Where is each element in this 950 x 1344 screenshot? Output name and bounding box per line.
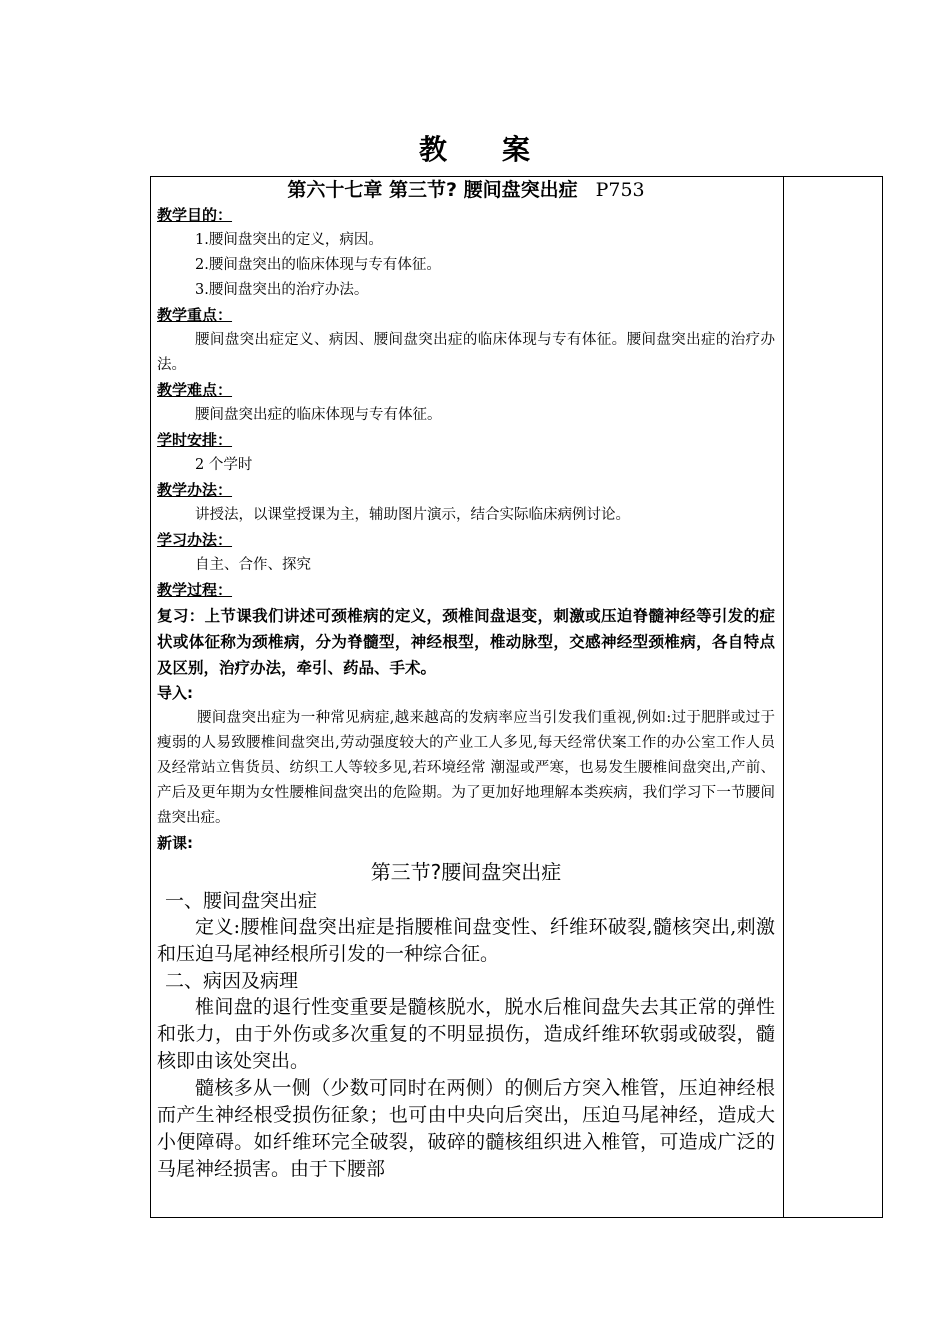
objectives-heading: 教学目的：: [157, 206, 233, 224]
process-heading: 教学过程：: [157, 581, 233, 599]
title-char-1: 教: [418, 133, 448, 166]
lesson-plan-table: [150, 176, 883, 1218]
key-points-text: 腰间盘突出症定义、病因、腰间盘突出症的临床体现与专有体征。腰间盘突出症的治疗办法。: [157, 332, 775, 373]
etiology-paragraph-2: 髓核多从一侧（少数可同时在两侧）的侧后方突入椎管，压迫神经根而产生神经根受损伤征象；也可由中央向后突出，压迫马尾神经，造成大小便障碍。如纤维环完全破裂，破碎的髓核组织进入椎管，可造成广泛的马尾神经损害。由于下腰部: [157, 1077, 775, 1180]
etiology-paragraph-1: 椎间盘的退行性变重要是髓核脱水，脱水后椎间盘失去其正常的弹性和张力，由于外伤或多次重复的不明显损伤，造成纤维环软弱或破裂，髓核即由该处突出。: [157, 996, 775, 1072]
part1-title: 一、腰间盘突出症: [165, 890, 318, 912]
new-lesson-label: 新课:: [157, 834, 193, 852]
chapter-page-ref: P753: [595, 179, 645, 201]
difficulties-heading: 教学难点：: [157, 381, 233, 399]
review-paragraph: 复习：上节课我们讲述可颈椎病的定义，颈椎间盘退变，刺激或压迫脊髓神经等引发的症状或体征称为颈椎病，分为脊髓型，神经根型，椎动脉型，交感神经型颈椎病，各自特点及区别，治疗办法，牵引、药品、手术。: [157, 607, 775, 677]
learning-method-text: 自主、合作、探究: [195, 557, 311, 573]
intro-label: 导入:: [157, 684, 193, 702]
main-cell: [157, 177, 775, 1183]
section-title: 第三节?腰间盘突出症: [370, 860, 562, 884]
teaching-method-text: 讲授法，以课堂授课为主，辅助图片演示，结合实际临床病例讨论。: [195, 507, 630, 523]
definition-paragraph: 定义:腰椎间盘突出症是指腰椎间盘变性、纤维环破裂,髓核突出,刺激和压迫马尾神经根所引发的一种综合征。: [157, 916, 775, 965]
key-points-heading: 教学重点：: [157, 306, 233, 324]
chapter-heading: [157, 177, 775, 203]
chapter-title: 第六十七章 第三节? 腰间盘突出症: [287, 179, 578, 201]
difficulties-text: 腰间盘突出症的临床体现与专有体征。: [195, 407, 442, 423]
page-title: [0, 128, 950, 168]
title-char-2: 案: [502, 133, 532, 166]
schedule-text: 2 个学时: [195, 457, 253, 473]
column-divider: [783, 177, 784, 1217]
learning-method-heading: 学习办法：: [157, 531, 233, 549]
objective-item: 1.腰间盘突出的定义，病因。: [195, 232, 383, 248]
schedule-heading: 学时安排：: [157, 431, 233, 449]
objective-item: 3.腰间盘突出的治疗办法。: [195, 282, 369, 298]
intro-paragraph: 腰间盘突出症为一种常见病症,越来越高的发病率应当引发我们重视,例如:过于肥胖或过于瘦弱的人易致腰椎间盘突出,劳动强度较大的产业工人多见,每天经常伏案工作的办公室工作人员及经常站立售货员、纺织工人等较多见,若环境经常 潮湿或严寒，也易发生腰椎间盘突出,产前、产后及更年期为女性腰椎间盘突出的危险期。为了更加好地理解本类疾病，我们学习下一节腰间盘突出症。: [157, 710, 775, 826]
teaching-method-heading: 教学办法：: [157, 481, 233, 499]
objective-item: 2.腰间盘突出的临床体现与专有体征。: [195, 257, 441, 273]
part2-title: 二、病因及病理: [165, 970, 299, 992]
